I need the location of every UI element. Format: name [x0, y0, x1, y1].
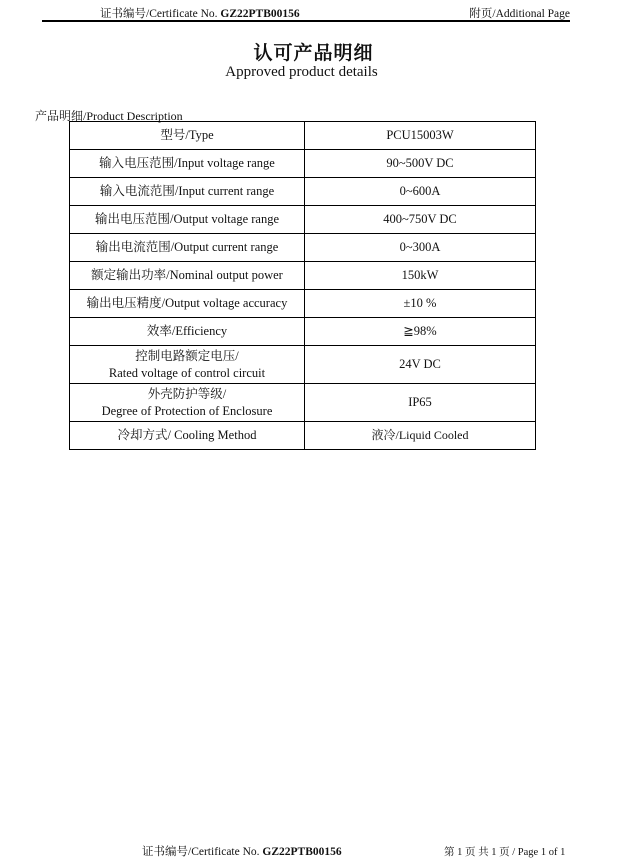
row-value: 0~300A [305, 234, 536, 262]
row-key: 型号/Type [70, 122, 305, 150]
page-header [42, 4, 570, 22]
row-value: ±10 % [305, 290, 536, 318]
table-row [70, 150, 536, 178]
row-key [70, 384, 305, 422]
header-certificate [100, 5, 300, 21]
table-row [70, 290, 536, 318]
footer-page-info: 第 1 页 共 1 页 / Page 1 of 1 [444, 847, 566, 858]
row-value: 90~500V DC [305, 150, 536, 178]
footer-certificate [142, 843, 342, 859]
table-row [70, 384, 536, 422]
table-row [70, 206, 536, 234]
footer-certificate-label: 证书编号/Certificate No. [142, 846, 263, 858]
row-key: 冷却方式/ Cooling Method [70, 422, 305, 450]
product-details-table [69, 121, 536, 450]
table-row [70, 318, 536, 346]
row-key-cn: 外壳防护等级/ [147, 386, 227, 401]
table-row [70, 346, 536, 384]
page-title-cn: 认可产品明细 [253, 43, 374, 64]
table-row [70, 262, 536, 290]
row-key: 输出电压范围/Output voltage range [70, 206, 305, 234]
table-row [70, 178, 536, 206]
table-row [70, 234, 536, 262]
row-value: IP65 [305, 384, 536, 422]
header-certificate-label: 证书编号/Certificate No. [100, 8, 221, 20]
section-label: 产品明细/Product Description [35, 109, 183, 123]
row-key: 输入电压范围/Input voltage range [70, 150, 305, 178]
page-footer [0, 843, 627, 857]
row-key-en: Rated voltage of control circuit [108, 365, 266, 380]
header-certificate-number: GZ22PTB00156 [220, 8, 300, 20]
row-key [70, 346, 305, 384]
table-row [70, 122, 536, 150]
row-value: ≧98% [305, 318, 536, 346]
row-value: 150kW [305, 262, 536, 290]
row-key: 额定输出功率/Nominal output power [70, 262, 305, 290]
row-key: 输出电压精度/Output voltage accuracy [70, 290, 305, 318]
header-additional-page: 附页/Additional Page [469, 8, 570, 20]
row-key: 效率/Efficiency [70, 318, 305, 346]
row-key-cn: 控制电路额定电压/ [135, 348, 239, 363]
row-value: PCU15003W [305, 122, 536, 150]
table-row [70, 422, 536, 450]
row-value: 0~600A [305, 178, 536, 206]
row-key: 输入电流范围/Input current range [70, 178, 305, 206]
page-title-en: Approved product details [225, 64, 378, 80]
footer-certificate-number: GZ22PTB00156 [262, 846, 342, 858]
row-key-en: Degree of Protection of Enclosure [101, 403, 273, 418]
row-value: 液冷/Liquid Cooled [305, 422, 536, 450]
row-value: 24V DC [305, 346, 536, 384]
row-key: 输出电流范围/Output current range [70, 234, 305, 262]
row-value: 400~750V DC [305, 206, 536, 234]
